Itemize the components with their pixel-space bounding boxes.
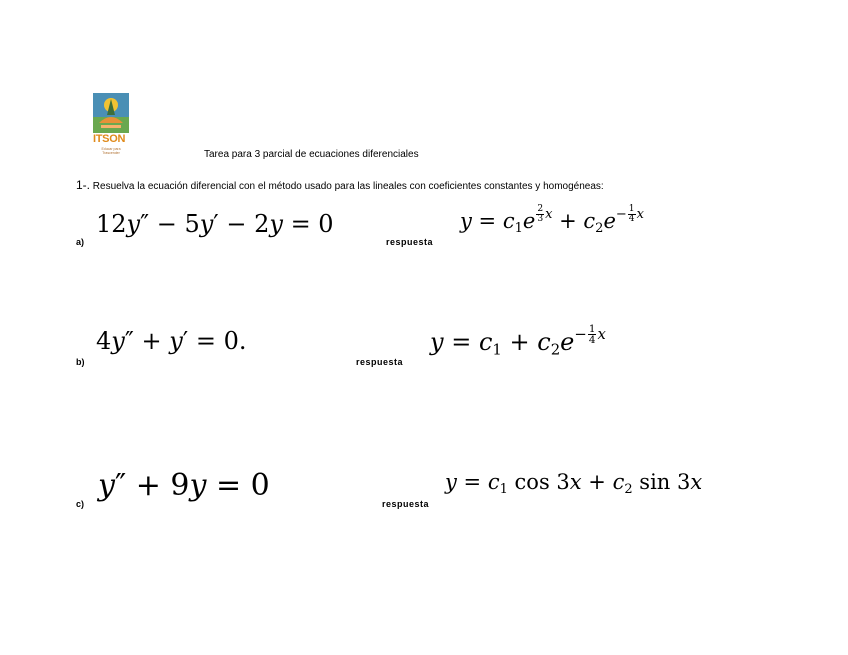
- problem-a-equation: 12y″ − 5y′ − 2y = 0: [96, 210, 334, 238]
- problem-c-equation: y″ + 9y = 0: [98, 468, 270, 503]
- problem-c-answer-label: respuesta: [382, 499, 430, 509]
- itson-logo: [93, 93, 129, 163]
- problem-c-answer: $y = c_1$ $\cos 3x + c_2$ sin 3x: [445, 470, 703, 497]
- logo-wordmark: ITSON: [93, 133, 126, 145]
- page-title: Tarea para 3 parcial de ecuaciones diferenciales: [204, 149, 419, 160]
- problem-b-label: b): [76, 357, 85, 367]
- problem-a-answer: $y = c_1e$ $^{\frac{2}{3} x} + c_2e^{- \frac{1}{4} x}$: [460, 204, 644, 236]
- instruction: [76, 178, 604, 192]
- problem-a-label: a): [76, 237, 85, 247]
- logo-tagline: Educar para Trascender: [101, 147, 121, 155]
- logo-emblem-icon: [93, 93, 129, 133]
- instruction-number: 1-.: [76, 178, 91, 192]
- problem-b-equation: 4y″ + y′ = 0.: [96, 327, 247, 355]
- problem-c-label: c): [76, 499, 85, 509]
- problem-b-answer-label: respuesta: [356, 357, 404, 367]
- problem-b-answer: $y = c_1 + c_2e^{- \frac{1}{4} x}$: [430, 323, 606, 359]
- instruction-text: Resuelva la ecuación diferencial con el método usado para las lineales con coeficientes constantes y homogéneas:: [92, 181, 604, 192]
- problem-a-answer-label: respuesta: [386, 237, 434, 247]
